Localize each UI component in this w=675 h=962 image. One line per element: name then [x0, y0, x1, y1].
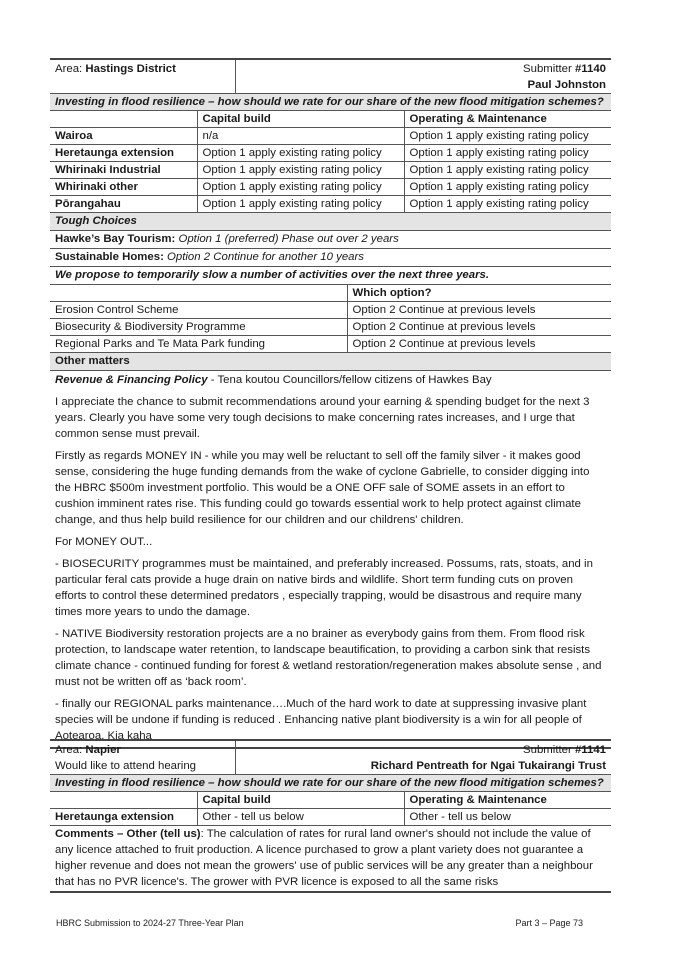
paragraph: - finally our REGIONAL parks maintenance….Much of the hard work to date at suppressing invasive plant species will be undone if funding is reduced . Enhancing native plant biodiversity is a win for all people of Aotearoa. Kia kaha	[55, 698, 587, 742]
submitter-cell: Submitter #1140 Paul Johnston	[235, 59, 611, 93]
table-row: Whirinaki Industrial Option 1 apply existing rating policy Option 1 apply existing rating policy	[50, 162, 611, 179]
table-row: Whirinaki other Option 1 apply existing rating policy Option 1 apply existing rating policy	[50, 179, 611, 196]
which-option-header: Which option?	[347, 285, 611, 302]
footer-title: HBRC Submission to 2024-27 Three-Year Plan	[56, 918, 244, 928]
paragraph: I appreciate the chance to submit recommendations around your earning & spending budget for the next 3 years. Clearly you have some very tough decisions to make concerning rates increases, and I urge that common sense must prevail.	[55, 396, 590, 440]
flood-rating-table	[50, 792, 611, 826]
submitter-header	[50, 739, 611, 774]
col-capital-header: Capital build	[197, 792, 404, 809]
other-matters-heading: Other matters	[50, 353, 611, 371]
paragraph: For MONEY OUT...	[55, 536, 153, 548]
submitter-name: Richard Pentreath for Ngai Tukairangi Trust	[370, 760, 606, 772]
submitter-name: Paul Johnston	[527, 79, 606, 91]
submitter-header	[50, 58, 611, 93]
submission-1140	[50, 58, 611, 749]
activities-table	[50, 285, 611, 353]
policy-line: Revenue & Financing Policy - Tena koutou Councillors/fellow citizens of Hawkes Bay	[55, 374, 492, 386]
col-capital-header: Capital build	[197, 111, 404, 128]
col-operating-header: Operating & Maintenance	[404, 111, 611, 128]
table-row: Erosion Control Scheme Option 2 Continue at previous levels	[50, 302, 611, 319]
table-row: Wairoa n/a Option 1 apply existing rating policy	[50, 128, 611, 145]
submitter-number: #1140	[574, 63, 606, 75]
submission-1141	[50, 739, 611, 893]
submitter-number: #1141	[574, 744, 606, 756]
table-row: Regional Parks and Te Mata Park funding Option 2 Continue at previous levels	[50, 336, 611, 353]
paragraph: - NATIVE Biodiversity restoration projects are a no brainer as everybody gains from them. From flood risk protection, to landscape water retention, to landscape beautification, to providing a carbon sink that resists climate chance - continued funding for forest & wetland restoration/regeneration makes absolute sense , and must not be written off as ‘back room’.	[55, 628, 602, 688]
table-row: Heretaunga extension Other - tell us below Other - tell us below	[50, 809, 611, 826]
area-cell: Area: Napier Would like to attend hearing	[55, 744, 196, 772]
tourism-choice: Hawke’s Bay Tourism: Option 1 (preferred) Phase out over 2 years	[50, 231, 611, 249]
comments: Comments – Other (tell us): The calculation of rates for rural land owner's should not include the value of any licence attached to fruit production. A licence purchased to grow a plant variety does not guarantee a higher revenue and does not mean the growers' use of public services will be any greater than a neighbour that has no PVR licence's. The grower with PVR licence is exposed to all the same risks	[50, 826, 611, 893]
submitter-cell: Submitter #1141 Richard Pentreath for Ngai Tukairangi Trust	[235, 740, 611, 774]
hearing-note: Would like to attend hearing	[55, 760, 196, 772]
homes-choice: Sustainable Homes: Option 2 Continue for another 10 years	[50, 249, 611, 267]
tough-choices-heading: Tough Choices	[50, 213, 611, 231]
area-value: Hastings District	[85, 63, 176, 75]
area-value: Napier	[85, 744, 121, 756]
paragraph: - BIOSECURITY programmes must be maintained, and preferably increased. Possums, rats, stoats, and in particular feral cats provide a huge drain on native birds and wildlife. Short term funding cuts on proven efforts to control these determined predators , especially trapping, would be disastrous and require many times more years to undo the damage.	[55, 558, 593, 618]
table-row: Biosecurity & Biodiversity Programme Option 2 Continue at previous levels	[50, 319, 611, 336]
paragraph: Firstly as regards MONEY IN - while you may well be reluctant to sell off the family silver - it makes good sense, considering the huge funding demands from the wake of cyclone Gabrielle, to consider digging into the HBRC $500m investment portfolio. This would be a ONE OFF sale of SOME assets in an effort to cushion imminent rates rise. This funding could go towards essential work to help protect against climate change, and thus help build resilience for our children and our childrens' children.	[55, 450, 590, 526]
flood-heading: Investing in flood resilience – how should we rate for our share of the new flood mitigation schemes?	[50, 93, 611, 111]
area-cell: Area: Hastings District	[55, 63, 176, 75]
flood-rating-table	[50, 111, 611, 213]
col-operating-header: Operating & Maintenance	[404, 792, 611, 809]
footer-page-number: Part 3 – Page 73	[515, 918, 583, 928]
other-matters-body	[50, 371, 611, 749]
flood-heading: Investing in flood resilience – how should we rate for our share of the new flood mitigation schemes?	[50, 774, 611, 792]
table-row: Heretaunga extension Option 1 apply existing rating policy Option 1 apply existing rating policy	[50, 145, 611, 162]
page-footer	[56, 918, 583, 928]
slow-activities-heading: We propose to temporarily slow a number of activities over the next three years.	[50, 267, 611, 285]
table-row: Pōrangahau Option 1 apply existing rating policy Option 1 apply existing rating policy	[50, 196, 611, 213]
